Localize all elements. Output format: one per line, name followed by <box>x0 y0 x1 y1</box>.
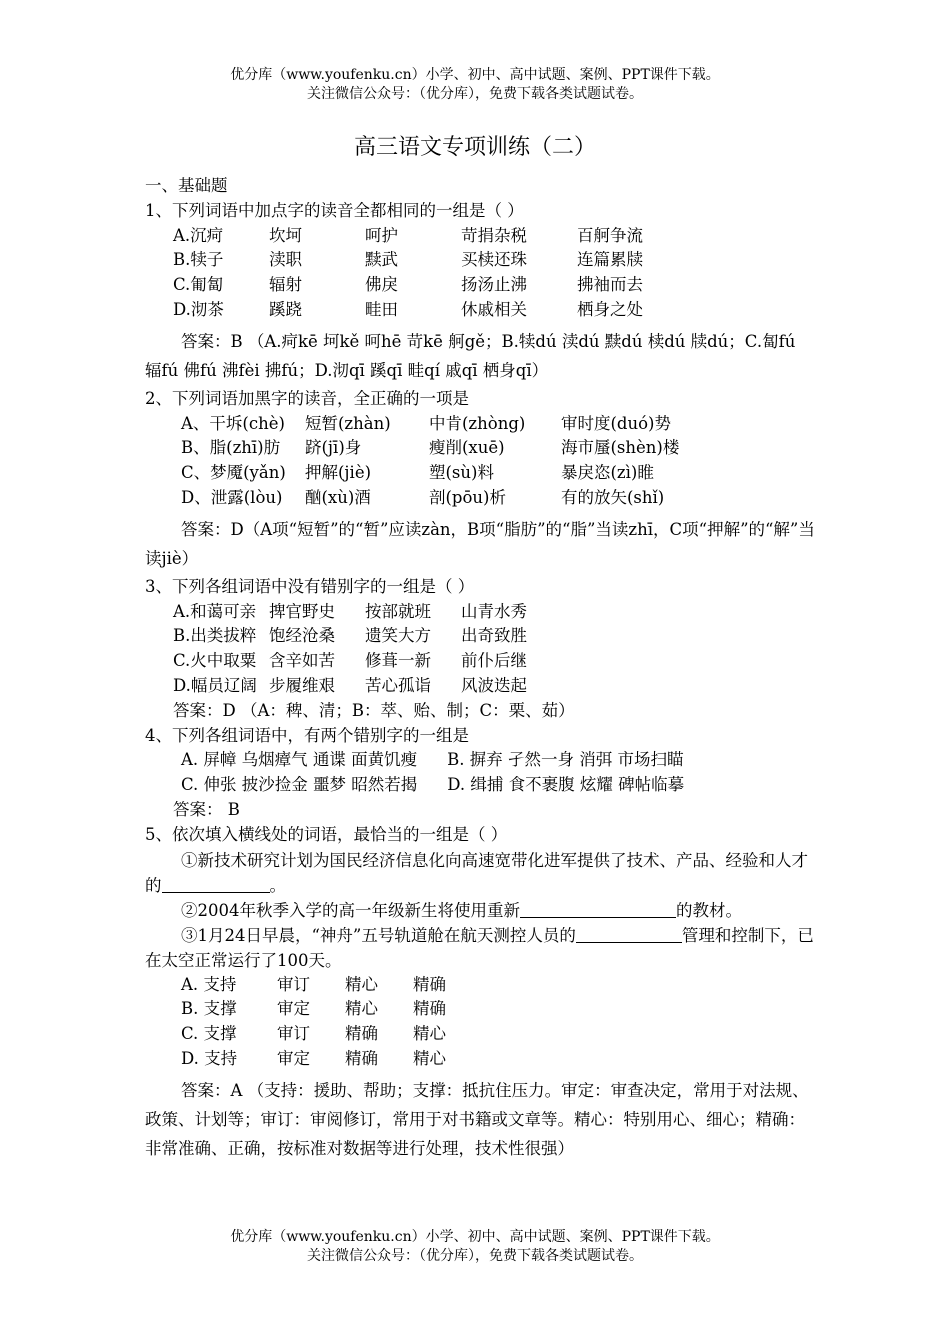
q5-c-word-1: C. 支撑 <box>181 1024 237 1044</box>
q3-c-word-3: 修葺一新 <box>365 651 431 671</box>
q2-a-item-1: A、干坼(chè) <box>181 413 285 433</box>
q5-s3-text: ③1月24日早晨，“神舟”五号轨道舱在航天测控人员的 <box>181 925 576 945</box>
q5-d-word-3: 精确 <box>345 1048 378 1068</box>
q5-a-word-3: 精心 <box>345 974 378 994</box>
page-header <box>0 66 950 104</box>
q5-s1-text: ①新技术研究计划为国民经济信息化向高速宽带化进军提供了技术、产品、经验和人才的 <box>145 850 808 895</box>
q4-options-row-2 <box>145 773 815 798</box>
q1-c-word-2: 辐射 <box>269 275 302 295</box>
q5-sentence-3 <box>145 923 815 973</box>
q3-c-word-1: C.火中取粟 <box>173 651 257 671</box>
question-3-stem: 3、下列各组词语中没有错别字的一组是（ ） <box>145 576 475 596</box>
q5-s2-text: ②2004年秋季入学的高一年级新生将使用重新 <box>181 900 520 920</box>
q1-c-word-5: 拂袖而去 <box>577 275 643 295</box>
q5-b-word-3: 精心 <box>345 999 378 1019</box>
q1-a-word-4: 苛捐杂税 <box>461 225 527 245</box>
document-body <box>145 174 815 1165</box>
q1-answer: 答案：B （A.疴kē 坷kě 呵hē 苛kē 舸gě；B.犊dú 渎dú 黩dú 椟dú 牍dú；C.匐fú 辐fú 佛fú 沸fèi 拂fú；D.沏qī 蹊qī 畦qí 戚qī 栖身qī） <box>145 331 796 380</box>
q1-b-word-3: 黩武 <box>365 250 398 270</box>
q1-d-word-3: 畦田 <box>365 299 398 319</box>
q4-option-b: B. 摒弃 孑然一身 消弭 市场扫瞄 <box>447 750 684 770</box>
q2-d-item-3: 剖(pōu)析 <box>429 487 506 507</box>
q4-options-row-1 <box>145 748 815 773</box>
q4-option-a: A. 屏幛 乌烟瘴气 通谍 面黄饥瘦 <box>181 750 418 770</box>
q3-option-c <box>145 649 815 674</box>
q1-a-word-3: 呵护 <box>365 225 398 245</box>
q2-option-c <box>145 461 815 486</box>
q5-sentence-1 <box>145 848 815 898</box>
q1-b-word-1: B.犊子 <box>173 250 224 270</box>
q5-option-c <box>145 1022 815 1047</box>
q3-option-d <box>145 674 815 699</box>
q1-d-word-2: 蹊跷 <box>269 299 302 319</box>
q3-b-word-1: B.出类拔粹 <box>173 626 257 646</box>
q5-a-word-1: A. 支持 <box>181 974 237 994</box>
q1-b-word-4: 买椟还珠 <box>461 250 527 270</box>
q3-b-word-4: 出奇致胜 <box>461 626 527 646</box>
q2-a-item-2: 短暂(zhàn) <box>305 413 391 433</box>
q3-a-word-1: A.和蔼可亲 <box>173 601 257 621</box>
q1-b-word-2: 渎职 <box>269 250 302 270</box>
q2-b-item-1: B、脂(zhī)肪 <box>181 438 281 458</box>
q1-b-word-5: 连篇累牍 <box>577 250 643 270</box>
q2-answer: 答案：D（A项“短暂”的“暂”应读zàn，B项“脂肪”的“脂”当读zhī，C项“押解”的“解”当读jiè） <box>145 519 815 568</box>
q5-c-word-3: 精确 <box>345 1024 378 1044</box>
q5-d-word-2: 审定 <box>277 1048 310 1068</box>
q2-b-item-3: 瘦削(xuē) <box>429 438 505 458</box>
footer-line-1: 优分库（www.youfenku.cn）小学、初中、高中试题、案例、PPT课件下载。 <box>230 1229 720 1245</box>
question-4-stem: 4、下列各组词语中，有两个错别字的一组是 <box>145 725 469 745</box>
q2-c-item-2: 押解(jiè) <box>305 463 372 483</box>
q1-c-word-4: 扬汤止沸 <box>461 275 527 295</box>
q2-option-a <box>145 412 815 437</box>
q2-a-item-3: 中肯(zhòng) <box>429 413 526 433</box>
q3-d-word-3: 苦心孤诣 <box>365 675 431 695</box>
q5-blank-1 <box>162 874 270 893</box>
q5-a-word-4: 精确 <box>413 974 446 994</box>
q5-s2-end: 的教材。 <box>676 900 742 920</box>
q5-b-word-1: B. 支撑 <box>181 999 237 1019</box>
q1-option-a <box>145 224 815 249</box>
q5-b-word-2: 审定 <box>277 999 310 1019</box>
q3-c-word-4: 前仆后继 <box>461 651 527 671</box>
q3-d-word-2: 步履维艰 <box>269 675 335 695</box>
q1-option-b <box>145 248 815 273</box>
q2-option-d <box>145 486 815 511</box>
q4-option-c: C. 伸张 披沙捡金 噩梦 昭然若揭 <box>181 775 418 795</box>
q3-d-word-4: 风波迭起 <box>461 675 527 695</box>
q3-c-word-2: 含辛如苦 <box>269 651 335 671</box>
q1-option-d <box>145 298 815 323</box>
q3-answer: 答案：D （A：稗、清；B：萃、贻、制；C：栗、茹） <box>173 700 575 720</box>
q1-d-word-1: D.沏茶 <box>173 299 224 319</box>
q1-option-c <box>145 273 815 298</box>
header-line-2: 关注微信公众号：（优分库），免费下载各类试题试卷。 <box>307 86 643 102</box>
q5-option-b <box>145 997 815 1022</box>
q5-c-word-2: 审订 <box>277 1024 310 1044</box>
q5-s1-end: 。 <box>269 875 286 895</box>
q1-c-word-3: 佛戾 <box>365 275 398 295</box>
q2-c-item-3: 塑(sù)料 <box>429 463 494 483</box>
q3-d-word-1: D.幅员辽阔 <box>173 675 257 695</box>
q2-d-item-1: D、泄露(lòu) <box>181 487 283 507</box>
q3-b-word-3: 遗笑大方 <box>365 626 431 646</box>
page-footer <box>0 1228 950 1266</box>
q5-option-d <box>145 1047 815 1072</box>
question-1-stem: 1、下列词语中加点字的读音全都相同的一组是（ ） <box>145 200 524 220</box>
q2-a-item-4: 审时度(duó)势 <box>561 413 671 433</box>
q2-c-item-1: C、梦魇(yǎn) <box>181 463 286 483</box>
q5-sentence-2 <box>145 898 815 923</box>
q3-a-word-2: 捭官野史 <box>269 601 335 621</box>
section-heading: 一、基础题 <box>145 176 228 195</box>
q5-blank-2 <box>520 899 676 918</box>
q5-a-word-2: 审订 <box>277 974 310 994</box>
document-title: 高三语文专项训练（二） <box>353 135 596 160</box>
q1-c-word-1: C.匍匐 <box>173 275 224 295</box>
q3-option-b <box>145 624 815 649</box>
q5-answer: 答案：A （支持：援助、帮助；支撑：抵抗住压力。审定：审查决定，常用于对法规、政策、计划等；审订：审阅修订，常用于对书籍或文章等。精心：特别用心、细心；精确：非常准确、正确，按标准对数据等进行处理，技术性很强） <box>145 1080 809 1158</box>
q2-c-item-4: 暴戾恣(zì)睢 <box>561 463 654 483</box>
q4-answer: 答案： B <box>173 799 240 819</box>
q2-option-b <box>145 436 815 461</box>
q1-a-word-1: A.沉疴 <box>173 225 224 245</box>
q3-a-word-3: 按部就班 <box>365 601 431 621</box>
footer-line-2: 关注微信公众号：（优分库），免费下载各类试题试卷。 <box>307 1248 643 1264</box>
q5-blank-3 <box>576 924 682 943</box>
q2-d-item-4: 有的放矢(shǐ) <box>561 487 665 507</box>
q1-a-word-5: 百舸争流 <box>577 225 643 245</box>
q5-d-word-4: 精心 <box>413 1048 446 1068</box>
question-2-stem: 2、下列词语加黑字的读音，全正确的一项是 <box>145 388 469 408</box>
q2-b-item-4: 海市蜃(shèn)楼 <box>561 438 680 458</box>
q5-c-word-4: 精心 <box>413 1024 446 1044</box>
q3-a-word-4: 山青水秀 <box>461 601 527 621</box>
q3-option-a <box>145 600 815 625</box>
q1-d-word-5: 栖身之处 <box>577 299 643 319</box>
q5-d-word-1: D. 支持 <box>181 1048 238 1068</box>
q2-b-item-2: 跻(jī)身 <box>305 438 362 458</box>
header-line-1: 优分库（www.youfenku.cn）小学、初中、高中试题、案例、PPT课件下载。 <box>230 67 720 83</box>
q5-b-word-4: 精确 <box>413 999 446 1019</box>
q2-d-item-2: 酗(xù)酒 <box>305 487 371 507</box>
q4-option-d: D. 缉捕 食不裹腹 炫耀 碑帖临摹 <box>447 775 685 795</box>
q5-s3-end: 管理和控制下，已在太空正常运行了100天。 <box>145 925 814 970</box>
question-5-stem: 5、依次填入横线处的词语，最恰当的一组是（ ） <box>145 824 508 844</box>
q3-b-word-2: 饱经沧桑 <box>269 626 335 646</box>
q5-option-a <box>145 973 815 998</box>
q1-d-word-4: 休戚相关 <box>461 299 527 319</box>
q1-a-word-2: 坎坷 <box>269 225 302 245</box>
